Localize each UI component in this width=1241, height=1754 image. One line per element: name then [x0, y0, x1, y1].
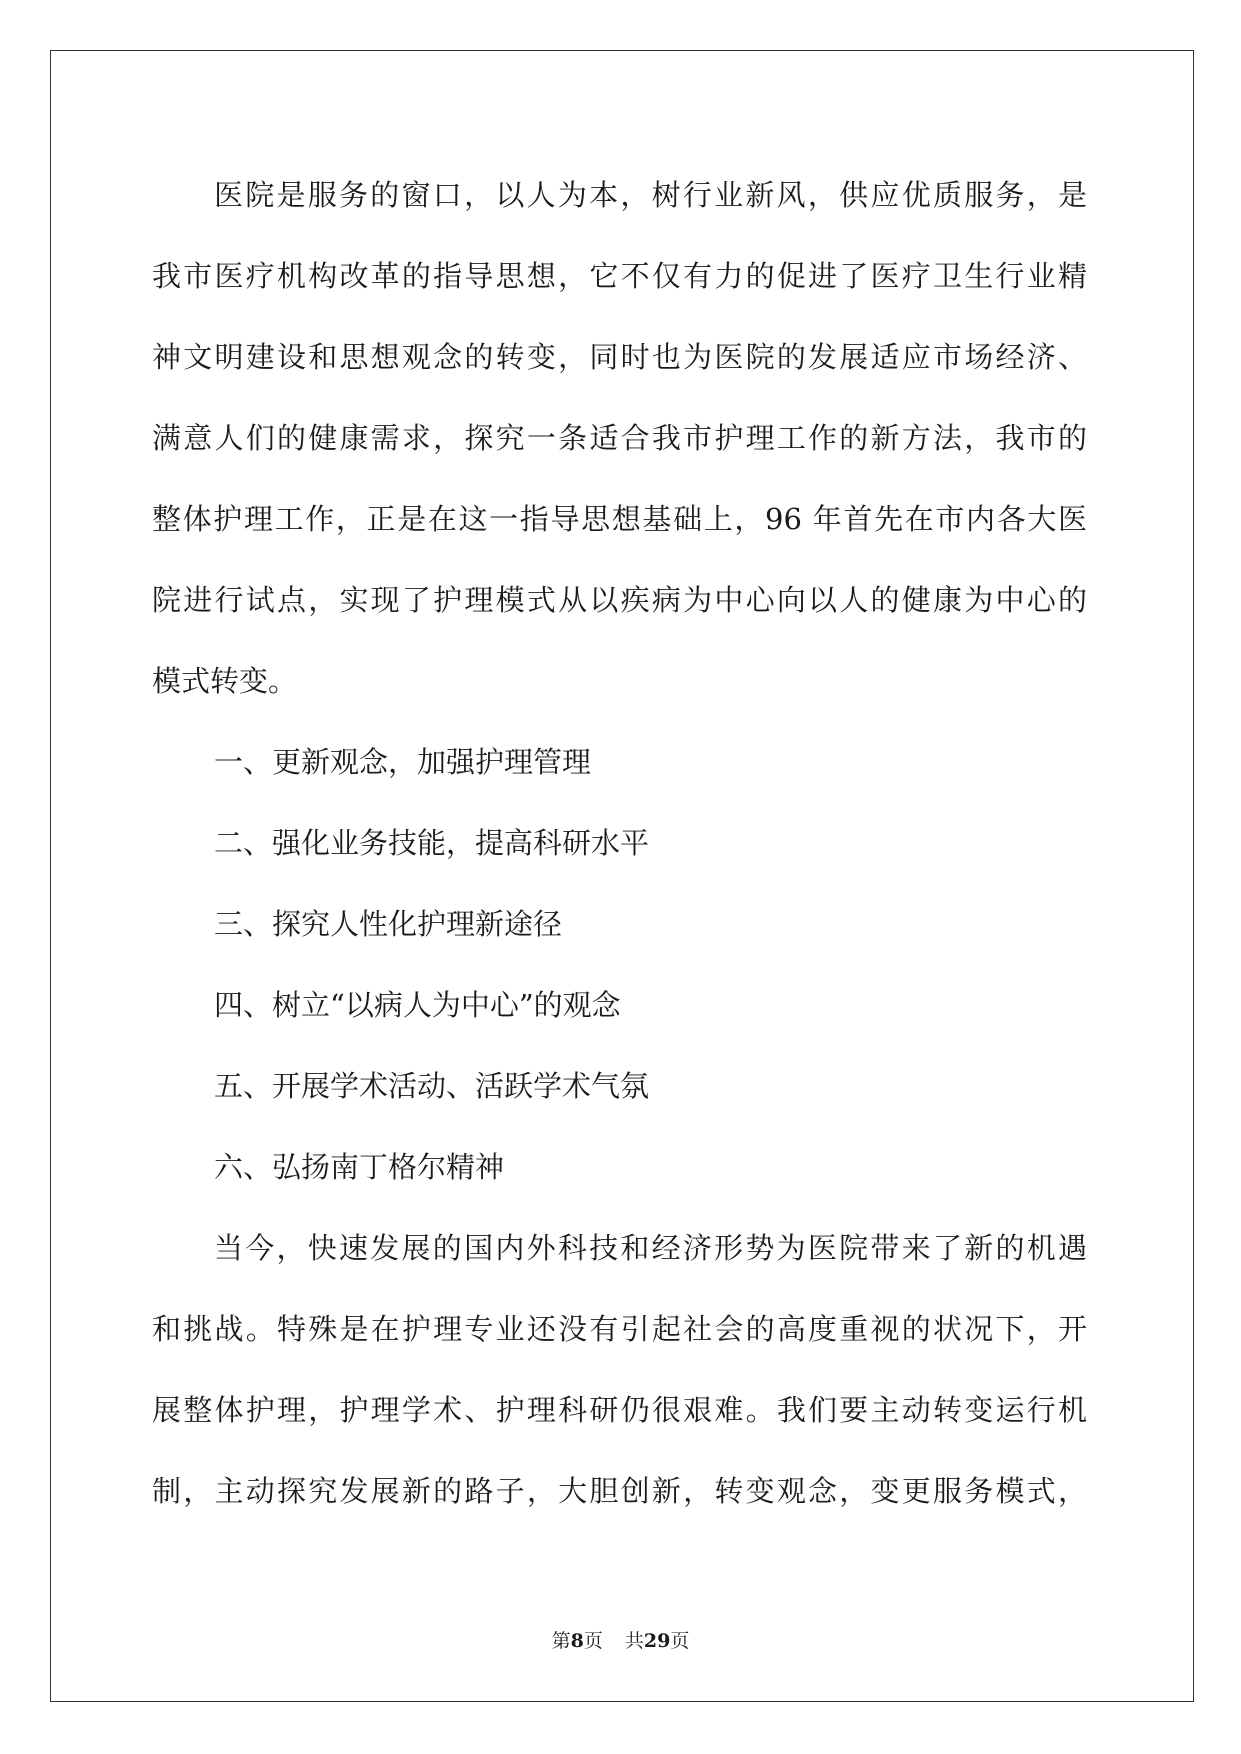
total-suffix: 页	[670, 1630, 690, 1652]
paragraph-intro	[152, 155, 1087, 722]
list-item: 一、更新观念，加强护理管理	[214, 745, 592, 779]
total-prefix: 共	[624, 1630, 644, 1652]
page-number: 8	[570, 1630, 584, 1652]
text-line: 当今，快速发展的国内外科技和经济形势为医院带来了新的机遇	[214, 1231, 1087, 1265]
text-line: 模式转变。	[152, 664, 298, 698]
text-line: 神文明建设和思想观念的转变，同时也为医院的发展适应市场经济、	[152, 340, 1087, 374]
list-item: 三、探究人性化护理新途径	[214, 907, 563, 941]
text-line: 院进行试点，实现了护理模式从以疾病为中心向以人的健康为中心的	[152, 583, 1087, 617]
text-line: 和挑战。特殊是在护理专业还没有引起社会的高度重视的状况下，开	[152, 1312, 1087, 1346]
page-prefix: 第	[551, 1630, 571, 1652]
text-line: 我市医疗机构改革的指导思想，它不仅有力的促进了医疗卫生行业精	[152, 259, 1087, 293]
paragraph-outlook	[152, 1208, 1087, 1532]
page-footer	[0, 1626, 1241, 1653]
total-pages: 29	[643, 1630, 671, 1652]
list-item: 四、树立“以病人为中心”的观念	[214, 988, 621, 1022]
text-line: 整体护理工作，正是在这一指导思想基础上，96 年首先在市内各大医	[152, 502, 1087, 536]
list-item: 五、开展学术活动、活跃学术气氛	[214, 1069, 650, 1103]
section-list	[152, 722, 1087, 1208]
page-suffix: 页	[583, 1630, 603, 1652]
document-body	[152, 155, 1087, 1532]
text-line: 满意人们的健康需求，探究一条适合我市护理工作的新方法，我市的	[152, 421, 1087, 455]
list-item: 六、弘扬南丁格尔精神	[214, 1150, 505, 1184]
text-line: 展整体护理，护理学术、护理科研仍很艰难。我们要主动转变运行机	[152, 1393, 1087, 1427]
text-line: 医院是服务的窗口，以人为本，树行业新风，供应优质服务，是	[214, 178, 1087, 212]
text-line: 制，主动探究发展新的路子，大胆创新，转变观念，变更服务模式，	[152, 1474, 1087, 1508]
list-item: 二、强化业务技能，提高科研水平	[214, 826, 650, 860]
